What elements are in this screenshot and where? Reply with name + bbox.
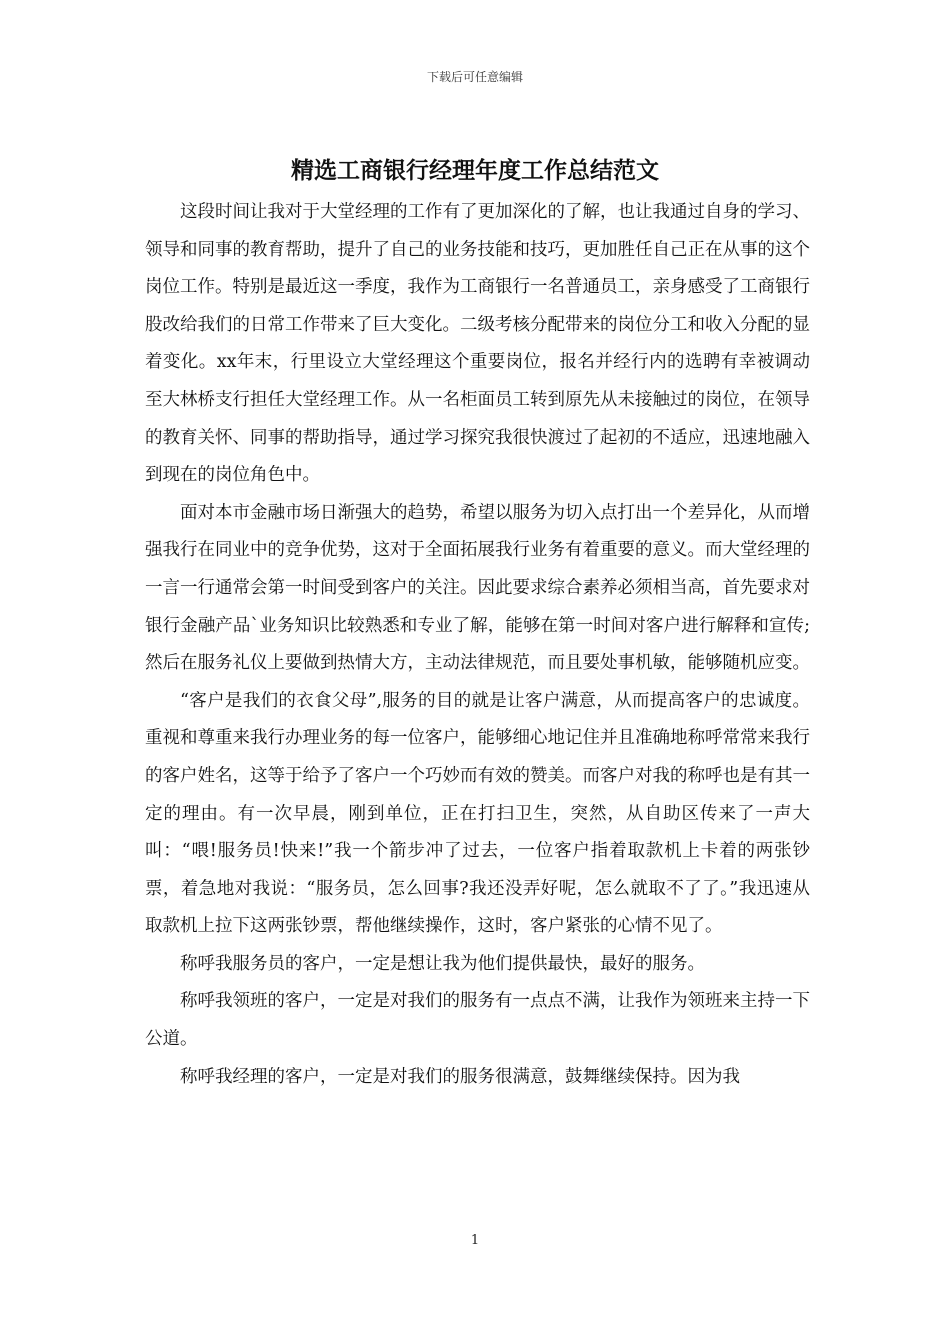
document-body	[145, 194, 810, 1096]
page-header-note: 下载后可任意编辑	[426, 70, 523, 84]
page-number: 1	[470, 1233, 480, 1248]
paragraph: 这段时间让我对于大堂经理的工作有了更加深化的了解，也让我通过自身的学习、领导和同事的教育帮助，提升了自己的业务技能和技巧，更加胜任自己正在从事的这个岗位工作。特别是最近这一季度，我作为工商银行一名普通员工，亲身感受了工商银行股改给我们的日常工作带来了巨大变化。二级考核分配带来的岗位分工和收入分配的显着变化。xx年末，行里设立大堂经理这个重要岗位，报名并经行内的选聘有幸被调动至大林桥支行担任大堂经理工作。从一名柜面员工转到原先从未接触过的岗位，在领导的教育关怀、同事的帮助指导，通过学习探究我很快渡过了起初的不适应，迅速地融入到现在的岗位角色中。	[145, 202, 810, 486]
paragraph: 面对本市金融市场日渐强大的趋势，希望以服务为切入点打出一个差异化，从而增强我行在同业中的竞争优势，这对于全面拓展我行业务有着重要的意义。而大堂经理的一言一行通常会第一时间受到客户的关注。因此要求综合素养必须相当高，首先要求对银行金融产品`业务知识比较熟悉和专业了解，能够在第一时间对客户进行解释和宣传;然后在服务礼仪上要做到热情大方，主动法律规范，而且要处事机敏，能够随机应变。	[145, 502, 810, 674]
document-title: 精选工商银行经理年度工作总结范文	[291, 157, 659, 184]
paragraph: “客户是我们的衣食父母”,服务的目的就是让客户满意，从而提高客户的忠诚度。重视和尊重来我行办理业务的每一位客户，能够细心地记住并且准确地称呼常常来我行的客户姓名，这等于给予了客户一个巧妙而有效的赞美。而客户对我的称呼也是有其一定的理由。有一次早晨，刚到单位，正在打扫卫生，突然，从自助区传来了一声大叫：“喂!服务员!快来!”我一个箭步冲了过去，一位客户指着取款机上卡着的两张钞票，着急地对我说：“服务员，怎么回事?我还没弄好呢，怎么就取不了了。”我迅速从取款机上拉下这两张钞票，帮他继续操作，这时，客户紧张的心情不见了。	[145, 690, 810, 937]
paragraph: 称呼我服务员的客户，一定是想让我为他们提供最快，最好的服务。	[180, 953, 705, 974]
paragraph: 称呼我领班的客户，一定是对我们的服务有一点点不满，让我作为领班来主持一下公道。	[145, 991, 810, 1050]
paragraph: 称呼我经理的客户，一定是对我们的服务很满意，鼓舞继续保持。因为我	[180, 1066, 740, 1087]
